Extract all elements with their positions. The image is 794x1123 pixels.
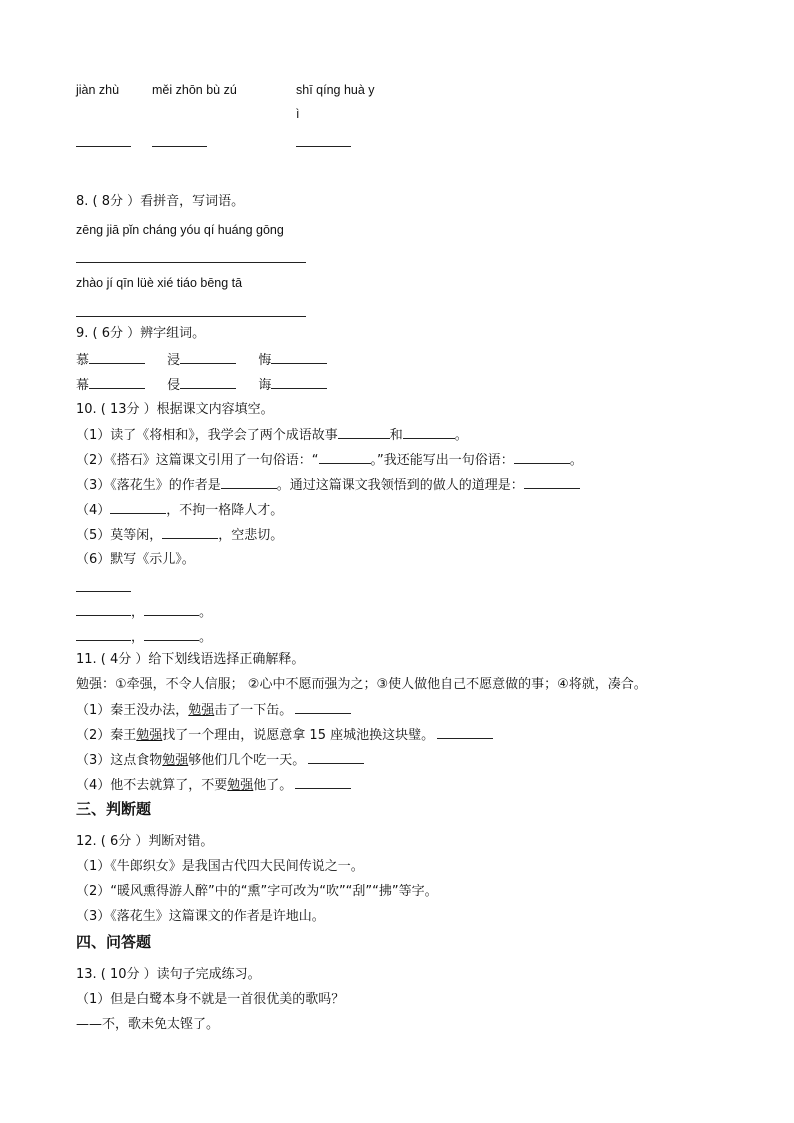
section-heading: 三、判断题 <box>76 800 152 818</box>
sentence-line: （1）但是白鹭本身不就是一首很优美的歌吗？ <box>76 992 345 1007</box>
answer-blank[interactable] <box>144 628 199 641</box>
pinyin-prompt-wrap: ì <box>296 107 300 121</box>
pinyin-prompt: jiàn zhù <box>76 83 120 97</box>
answer-blank[interactable] <box>110 501 166 514</box>
question-10-heading: 10. ( 13分 ）根据课文内容填空。 <box>76 402 274 417</box>
answer-blank[interactable] <box>76 628 131 641</box>
char-row <box>76 376 327 395</box>
fill-line: （1）读了《将相和》，我学会了两个成语故事 和 。 <box>76 428 468 443</box>
char: 慕 <box>76 353 90 368</box>
answer-blank[interactable] <box>271 351 327 364</box>
question-11-heading: 11. ( 4分 ）给下划线语选择正确解释。 <box>76 652 305 667</box>
answer-blank[interactable] <box>76 591 131 592</box>
answer-blank-row[interactable] <box>76 316 306 317</box>
answer-blank[interactable] <box>144 603 199 616</box>
answer-blank[interactable] <box>514 451 570 464</box>
answer-blank[interactable] <box>89 351 145 364</box>
answer-blank[interactable] <box>319 451 371 464</box>
underlined-word: 勉强 <box>188 703 215 718</box>
question-13-heading: 13. ( 10分 ）读句子完成练习。 <box>76 967 261 982</box>
fill-line: （2）《搭石》这篇课文引用了一句俗语：“ 。”我还能写出一句俗语： 。 <box>76 453 583 468</box>
definition-line: 勉强：①牵强，不令人信服； ②心中不愿而强为之；③使人做他自己不愿意做的事；④将就，凑合。 <box>76 677 647 692</box>
answer-blank[interactable] <box>180 376 236 389</box>
question-9-heading: 9. ( 6分 ）辨字组词。 <box>76 326 206 341</box>
section-heading: 四、问答题 <box>76 933 152 951</box>
answer-blank[interactable] <box>76 603 131 616</box>
statement-line: （3）《落花生》这篇课文的作者是许地山。 <box>76 909 325 924</box>
answer-blank[interactable] <box>152 146 207 147</box>
answer-blank[interactable] <box>403 426 455 439</box>
answer-blank[interactable] <box>271 376 327 389</box>
answer-blank[interactable] <box>180 351 236 364</box>
answer-blank[interactable] <box>437 726 493 739</box>
answer-blank[interactable] <box>162 526 218 539</box>
question-8-heading: 8. ( 8分 ）看拼音，写词语。 <box>76 194 245 209</box>
answer-blank[interactable] <box>296 146 351 147</box>
sentence-line: ——不，歌未免太铿了。 <box>76 1017 220 1032</box>
char: 悔 <box>258 353 272 368</box>
answer-blank[interactable] <box>76 146 131 147</box>
answer-blank[interactable] <box>295 701 351 714</box>
poem-line: ， 。 <box>76 628 212 647</box>
sentence-line: （2）秦王勉强找了一个理由，说愿意拿 15 座城池换这块璧。 <box>76 726 493 745</box>
sentence-line: （3）这点食物勉强够他们几个吃一天。 <box>76 751 364 770</box>
char-row <box>76 351 327 370</box>
sentence-line: （1）秦王没办法，勉强击了一下缶。 <box>76 701 351 720</box>
pinyin-row: zēng jiā pǐn cháng yóu qí huáng gōng <box>76 223 284 237</box>
statement-line: （1）《牛郎织女》是我国古代四大民间传说之一。 <box>76 859 364 874</box>
fill-line: （4） ，不拘一格降人才。 <box>76 503 284 518</box>
answer-blank[interactable] <box>308 751 364 764</box>
question-12-heading: 12. ( 6分 ）判断对错。 <box>76 834 214 849</box>
pinyin-prompt: měi zhōn bù zú <box>152 83 237 97</box>
answer-blank[interactable] <box>89 376 145 389</box>
answer-blank-row[interactable] <box>76 262 306 263</box>
char: 侵 <box>167 378 181 393</box>
answer-blank[interactable] <box>524 476 580 489</box>
pinyin-prompt: shī qíng huà y <box>296 83 375 97</box>
answer-blank[interactable] <box>338 426 390 439</box>
statement-line: （2）“暖风熏得游人醉”中的“熏”字可改为“吹”“刮”“拂”等字。 <box>76 884 438 899</box>
underlined-word: 勉强 <box>162 753 189 768</box>
fill-line: （5）莫等闲， ，空悲切。 <box>76 528 284 543</box>
sentence-line: （4）他不去就算了，不要勉强他了。 <box>76 776 351 795</box>
char: 浸 <box>167 353 181 368</box>
underlined-word: 勉强 <box>227 778 254 793</box>
pinyin-row: zhào jí qīn lüè xié tiáo bēng tā <box>76 276 243 290</box>
poem-line: ， 。 <box>76 603 212 622</box>
fill-line: （3）《落花生》的作者是 。通过这篇课文我领悟到的做人的道理是： <box>76 476 580 495</box>
char: 诲 <box>258 378 272 393</box>
fill-line: （6）默写《示儿》。 <box>76 552 195 567</box>
answer-blank[interactable] <box>221 476 277 489</box>
answer-blank[interactable] <box>295 776 351 789</box>
char: 幕 <box>76 378 90 393</box>
underlined-word: 勉强 <box>136 728 163 743</box>
